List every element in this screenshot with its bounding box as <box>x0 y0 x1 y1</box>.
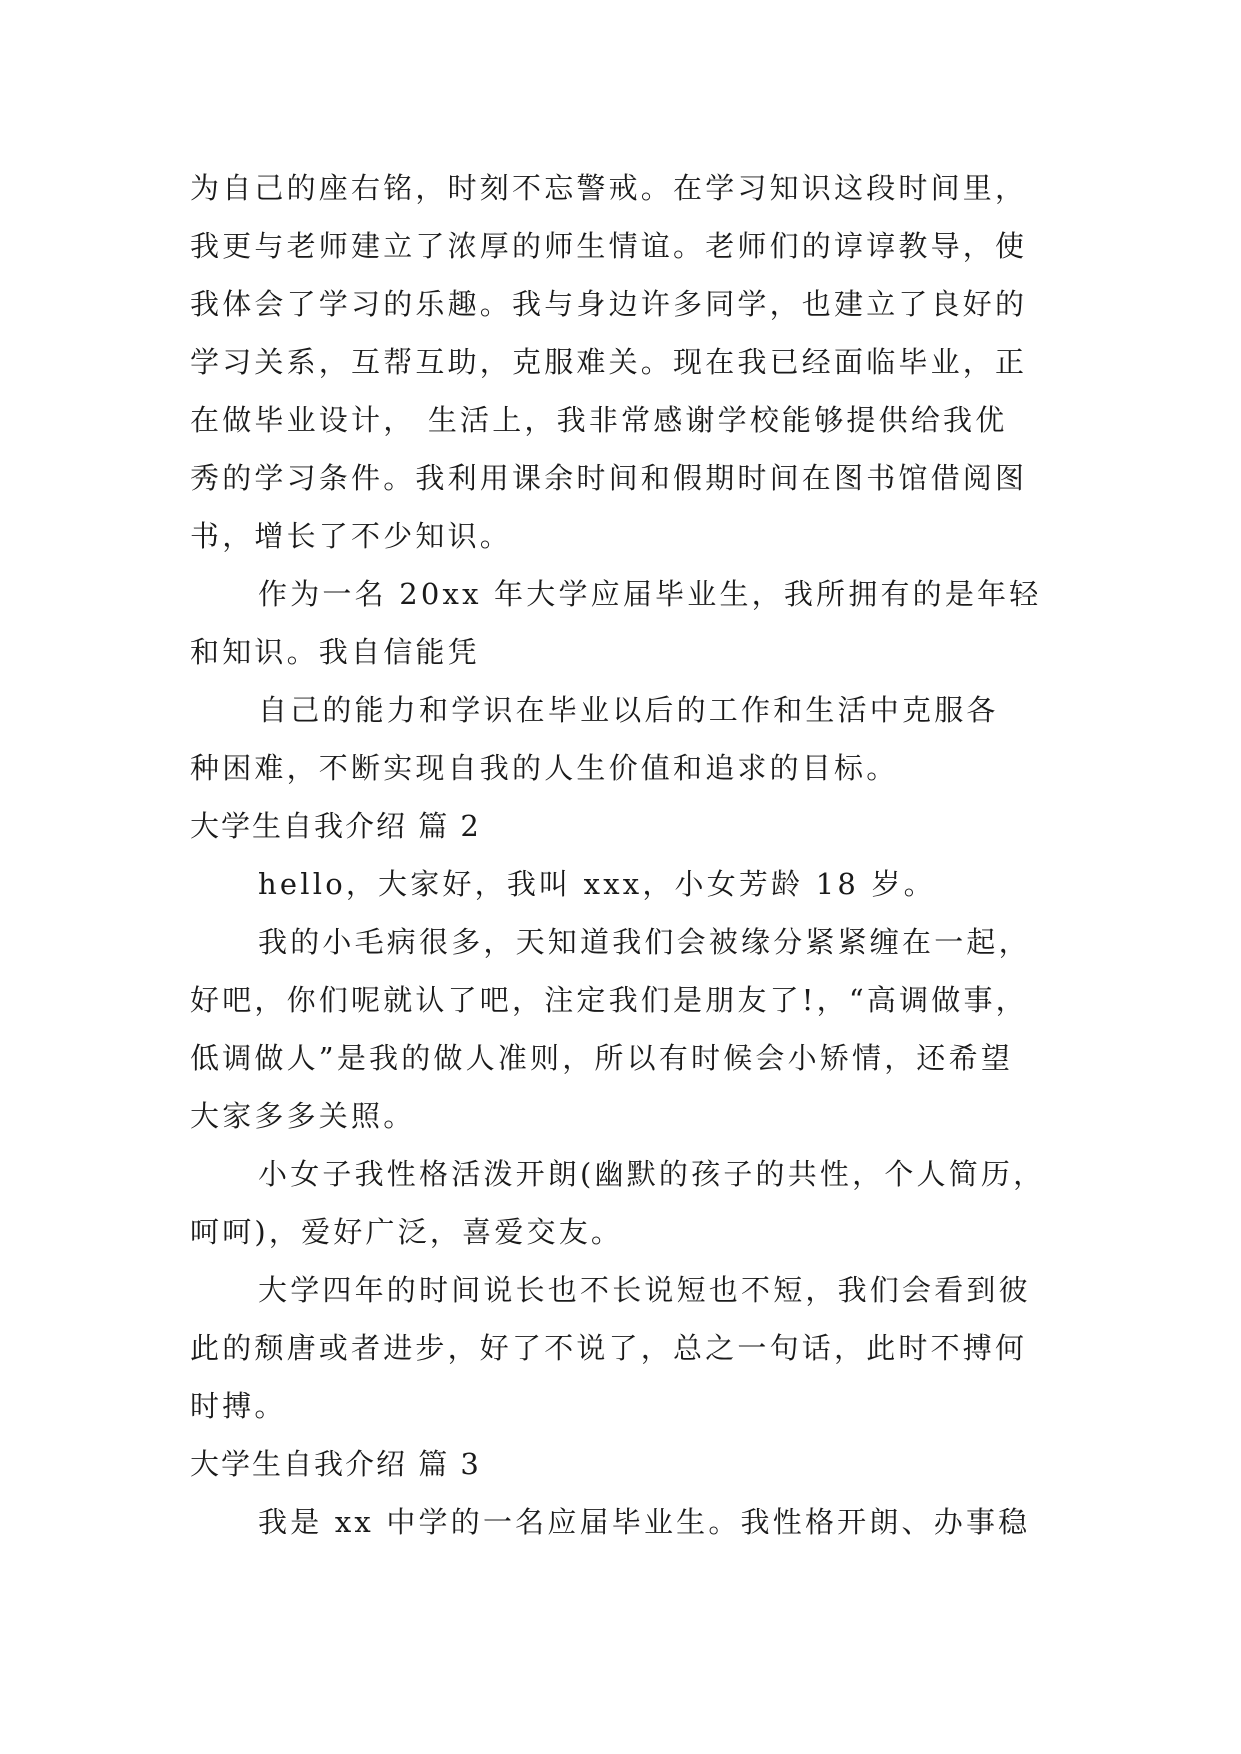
paragraph-line: 在做毕业设计， 生活上，我非常感谢学校能够提供给我优 <box>190 403 1008 437</box>
section-heading: 大学生自我介绍 篇 3 <box>190 1447 481 1481</box>
paragraph-line: 大家多多关照。 <box>190 1099 416 1133</box>
paragraph-line: 时搏。 <box>190 1389 287 1423</box>
paragraph-line: 我是 xx 中学的一名应届毕业生。我性格开朗、办事稳 <box>258 1505 1031 1539</box>
paragraph-line: 呵呵)，爱好广泛，喜爱交友。 <box>190 1215 624 1249</box>
paragraph-line: 书，增长了不少知识。 <box>190 519 513 553</box>
paragraph-line: 为自己的座右铭，时刻不忘警戒。在学习知识这段时间里， <box>190 171 1028 205</box>
paragraph-line: 低调做人”是我的做人准则，所以有时候会小矫情，还希望 <box>190 1041 1014 1075</box>
paragraph-line: 秀的学习条件。我利用课余时间和假期时间在图书馆借阅图 <box>190 461 1028 495</box>
paragraph-line: 自己的能力和学识在毕业以后的工作和生活中克服各 <box>258 693 999 727</box>
paragraph-line: 我的小毛病很多，天知道我们会被缘分紧紧缠在一起， <box>258 925 1031 959</box>
paragraph-line: hello，大家好，我叫 xxx，小女芳龄 18 岁。 <box>258 867 936 901</box>
paragraph-line: 作为一名 20xx 年大学应届毕业生，我所拥有的是年轻 <box>258 577 1042 611</box>
paragraph-line: 和知识。我自信能凭 <box>190 635 480 669</box>
paragraph-line: 此的颓唐或者进步，好了不说了，总之一句话，此时不搏何 <box>190 1331 1028 1365</box>
paragraph-line: 大学四年的时间说长也不长说短也不短，我们会看到彼 <box>258 1273 1031 1307</box>
paragraph-line: 我体会了学习的乐趣。我与身边许多同学，也建立了良好的 <box>190 287 1028 321</box>
paragraph-line: 种困难，不断实现自我的人生价值和追求的目标。 <box>190 751 899 785</box>
paragraph-line: 小女子我性格活泼开朗(幽默的孩子的共性，个人简历， <box>258 1157 1046 1191</box>
paragraph-line: 好吧，你们呢就认了吧，注定我们是朋友了!，“高调做事， <box>190 983 1028 1017</box>
paragraph-line: 学习关系，互帮互助，克服难关。现在我已经面临毕业，正 <box>190 345 1028 379</box>
paragraph-line: 我更与老师建立了浓厚的师生情谊。老师们的谆谆教导，使 <box>190 229 1028 263</box>
section-heading: 大学生自我介绍 篇 2 <box>190 809 481 843</box>
